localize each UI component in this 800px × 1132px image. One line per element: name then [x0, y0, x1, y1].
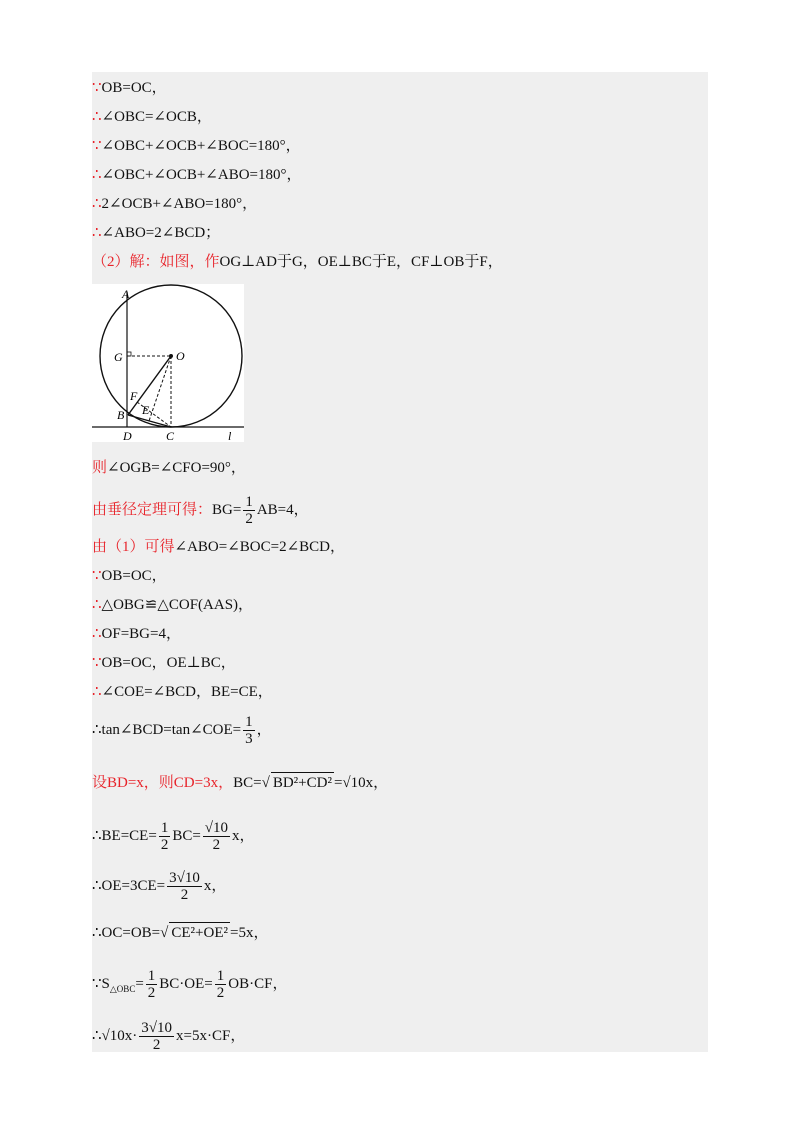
sqrt-radicand: BD²+CD² [271, 772, 334, 793]
text-line: 由（1）可得∠ABO=∠BOC=2∠BCD， [92, 539, 345, 555]
label-C: C [166, 429, 175, 442]
fraction-den: 2 [212, 837, 221, 853]
text-span: ∴√10x· [92, 1027, 138, 1044]
fraction [146, 968, 158, 1001]
logic-symbol: ∵ [92, 655, 102, 671]
red-prefix: 由（1）可得 [92, 539, 175, 555]
fraction-den: 2 [245, 511, 253, 527]
fraction-num: 1 [160, 820, 169, 836]
fraction [215, 968, 227, 1001]
red-prefix: （2）解：如图，作 [92, 254, 220, 270]
content-panel [92, 72, 708, 1052]
circle-diagram [92, 284, 244, 442]
fraction-num: 1 [147, 968, 156, 984]
fraction [159, 820, 171, 853]
text-line: ∴∠COE=∠BCD，BE=CE， [92, 684, 273, 700]
text-line [92, 772, 388, 793]
fraction [243, 714, 255, 747]
text-span: ∴tan∠BCD=tan∠COE= [92, 721, 242, 738]
text-span: x=5x·CF， [176, 1027, 246, 1044]
logic-symbol: ∴ [92, 225, 102, 241]
text-line: ∴∠OBC=∠OCB， [92, 109, 212, 125]
text-span: BC= [233, 775, 262, 791]
text-span: =√10x， [333, 775, 389, 791]
text-line: ∴∠OBC+∠OCB+∠ABO=180°， [92, 167, 302, 183]
text-span: ∴BE=CE= [92, 827, 157, 844]
text-line: ∴△OBG≌△COF(AAS)， [92, 597, 254, 613]
logic-symbol: ∴ [92, 597, 102, 613]
label-A: A [122, 287, 130, 301]
logic-symbol: ∴ [92, 196, 102, 212]
text-span: = [135, 975, 144, 992]
logic-symbol: ∴ [92, 109, 102, 125]
text-span: AB=4， [256, 501, 309, 518]
fraction-den: 2 [147, 985, 156, 1001]
sqrt-sign: √ [261, 775, 270, 791]
text-line: （2）解：如图，作OG⊥AD于G，OE⊥BC于E，CF⊥OB于F， [92, 254, 503, 270]
text-line: 则∠OGB=∠CFO=90°， [92, 460, 246, 476]
fraction [167, 870, 202, 903]
text-line [92, 870, 226, 903]
fraction-den: 3 [245, 731, 253, 747]
text-line [92, 922, 268, 943]
label-D: D [123, 429, 132, 442]
fraction [139, 1020, 174, 1053]
text-span: 设BD=x，则CD=3x， [92, 775, 234, 791]
logic-symbol: ∵ [92, 568, 102, 584]
text-line [92, 494, 309, 527]
text-span: x， [232, 827, 255, 844]
label-B: B [117, 408, 125, 422]
fraction-num: 3√10 [141, 1020, 173, 1036]
text-line: ∵OB=OC， [92, 568, 167, 584]
label-l: l [228, 429, 232, 442]
fraction-num: √10 [204, 820, 229, 836]
fraction-num: 1 [245, 494, 253, 510]
text-line: ∴OF=BG=4， [92, 626, 181, 642]
fraction-num: 1 [216, 968, 225, 984]
sqrt-radicand: CE²+OE² [169, 922, 230, 943]
logic-symbol: ∴ [92, 626, 102, 642]
text-line: ∴∠ABO=2∠BCD； [92, 225, 221, 241]
text-span: 由垂径定理可得： [92, 501, 213, 518]
sqrt-sign: √ [160, 925, 169, 941]
fraction-den: 2 [216, 985, 225, 1001]
text-span: BC= [172, 827, 201, 844]
text-line: ∴2∠OCB+∠ABO=180°， [92, 196, 258, 212]
fraction-num: 3√10 [169, 870, 200, 886]
text-line: ∵OB=OC，OE⊥BC， [92, 655, 236, 671]
text-span: =5x， [230, 925, 269, 941]
label-O: O [176, 349, 185, 363]
label-G: G [114, 350, 123, 364]
text-span: BG= [212, 501, 242, 518]
text-line: ∵OB=OC， [92, 80, 167, 96]
fraction-den: 2 [160, 837, 169, 853]
logic-symbol: ∴ [92, 684, 102, 700]
logic-symbol: ∵ [92, 80, 102, 96]
logic-symbol: ∵ [92, 138, 102, 154]
text-line [92, 968, 287, 1001]
text-span: ∴OC=OB= [92, 925, 161, 941]
fraction [203, 820, 230, 853]
text-span: ， [256, 721, 272, 738]
text-line [92, 820, 255, 853]
logic-symbol: ∴ [92, 167, 102, 183]
text-line [92, 1020, 245, 1053]
text-span: BC·OE= [159, 975, 213, 992]
subscript: △OBC [109, 983, 136, 994]
label-F: F [130, 389, 138, 403]
text-span: ∴OE=3CE= [92, 877, 166, 894]
text-span: x， [203, 877, 227, 894]
fraction-den: 2 [180, 887, 189, 903]
text-line: ∵∠OBC+∠OCB+∠BOC=180°， [92, 138, 301, 154]
text-span: ∵S [92, 975, 110, 992]
label-E: E [142, 403, 150, 417]
fraction-den: 2 [152, 1037, 161, 1053]
fraction [243, 494, 255, 527]
fraction-num: 1 [245, 714, 253, 730]
red-prefix: 则 [92, 460, 108, 476]
text-span: OB·CF， [228, 975, 288, 992]
geometry-figure [92, 284, 244, 442]
text-line [92, 714, 272, 747]
